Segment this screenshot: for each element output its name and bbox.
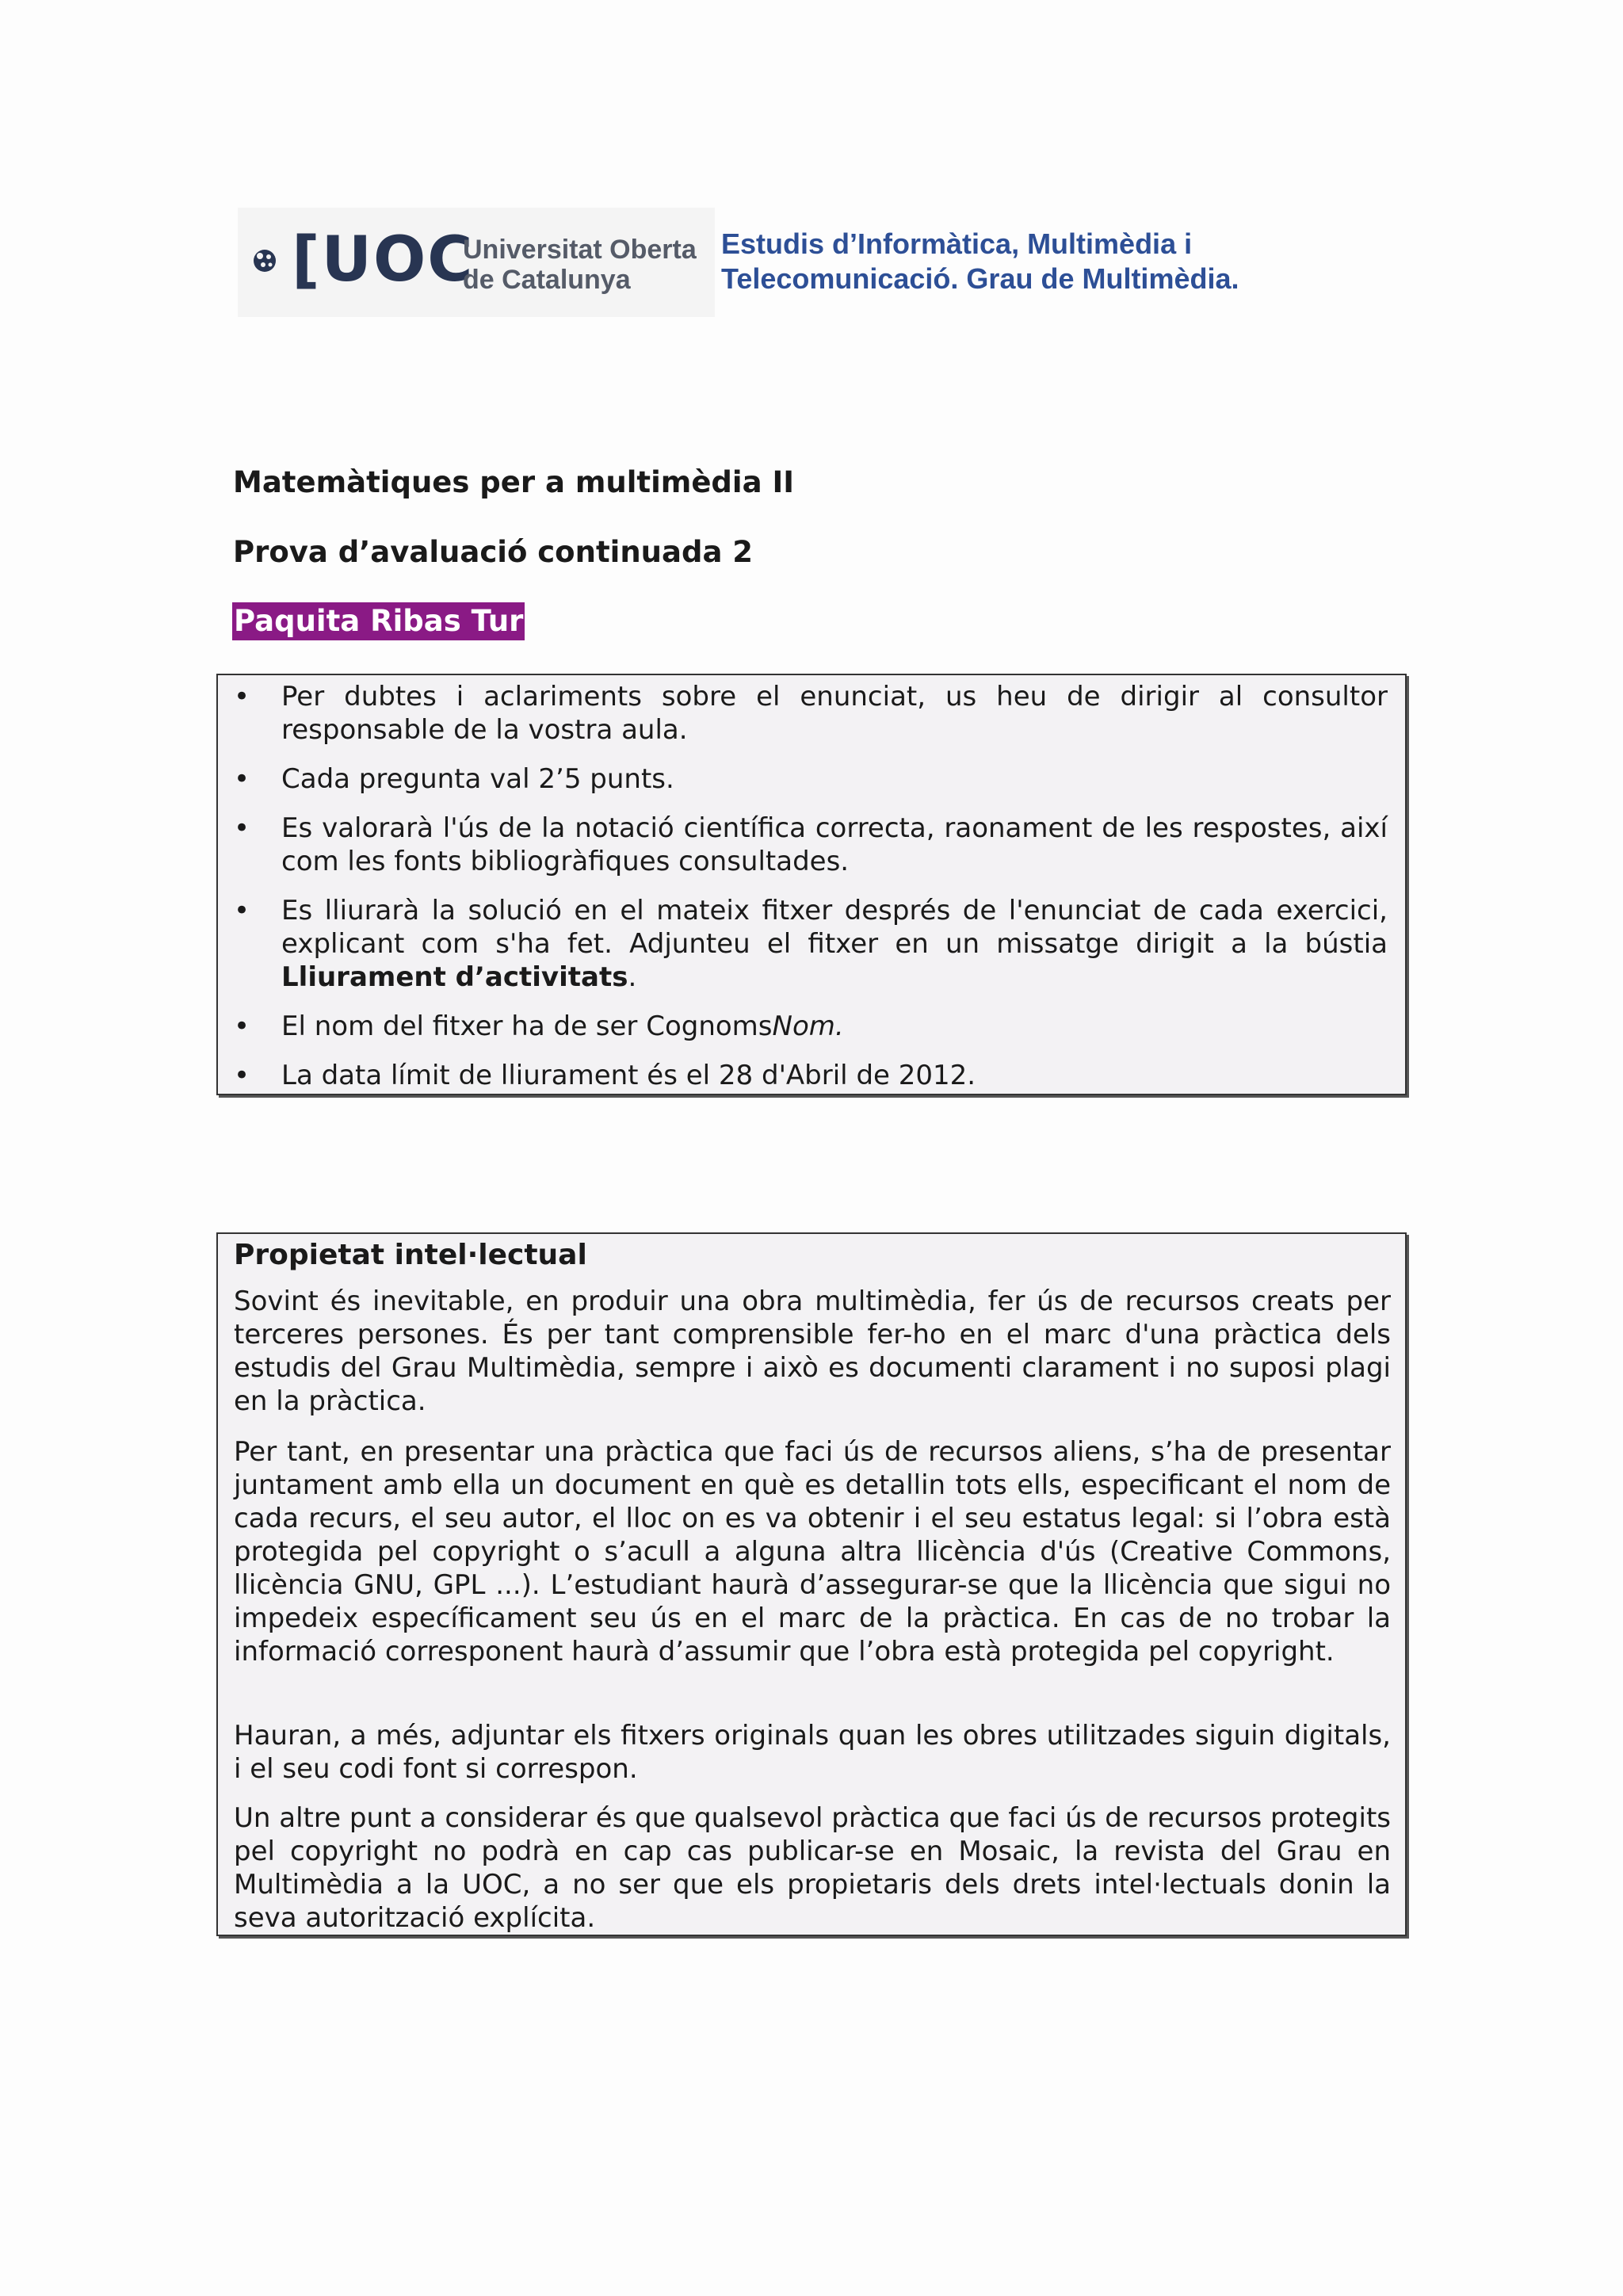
uoc-emblem-icon [244, 237, 292, 285]
list-item [218, 894, 1405, 994]
bullet-icon: • [234, 812, 250, 844]
instruction-text: . [628, 961, 637, 993]
list-item [218, 680, 1405, 747]
intellectual-property-box [216, 1232, 1407, 1936]
filename-part: Nom. [772, 1010, 844, 1042]
uoc-logo-text: [UOC [292, 224, 475, 296]
instruction-text: El nom del fitxer ha de ser Cognoms [281, 1010, 773, 1042]
department-name: Estudis d’Informàtica, Multimèdia i Telecomunicació. Grau de Multimèdia. [721, 227, 1239, 295]
student-name-highlight: Paquita Ribas Tur [232, 602, 525, 640]
page-header [238, 208, 1268, 317]
instructions-box [216, 674, 1407, 1095]
property-paragraph-3: Hauran, a més, adjuntar els fitxers originals quan les obres utilitzades siguin digitals, i el seu codi font si correspon. [234, 1720, 1391, 1785]
property-paragraph-1: Sovint és inevitable, en produir una obra multimèdia, fer ús de recursos creats per terceres persones. És per tant comprensible fer-ho en el marc d'una pràctica dels estudis del Grau Multimèdia, sempre i això es documenti clarament i no suposi plagi en la pràctica. [234, 1286, 1391, 1417]
subject-title: Matemàtiques per a multimèdia II [233, 465, 794, 499]
university-name: Universitat Oberta de Catalunya [463, 235, 697, 295]
property-paragraph-4: Un altre punt a considerar és que qualsevol pràctica que faci ús de recursos protegits pel copyright no podrà en cap cas publicar-se en Mosaic, la revista del Grau en Multimèdia a la UOC, a no ser que els propietaris dels drets intel·lectuals donin la seva autorització explícita. [234, 1802, 1391, 1934]
list-item [218, 762, 1405, 796]
bullet-icon: • [234, 1060, 250, 1091]
list-item [218, 1059, 1405, 1092]
bullet-icon: • [234, 895, 250, 926]
instruction-text: Es valorarà l'ús de la notació científica correcta, raonament de les respostes, així com les fonts bibliogràfiques consultades. [281, 812, 1388, 877]
instruction-text: Per dubtes i aclariments sobre el enunciat, us heu de dirigir al consultor responsable de la vostra aula. [281, 681, 1388, 746]
bullet-icon: • [234, 1010, 250, 1042]
bullet-icon: • [234, 681, 250, 712]
list-item [218, 1010, 1405, 1043]
exam-title: Prova d’avaluació continuada 2 [233, 535, 754, 569]
property-paragraph-2: Per tant, en presentar una pràctica que faci ús de recursos aliens, s’ha de presentar juntament amb ella un document en què es detallin tots ells, especificant el nom de cada recurs, el seu autor, el lloc on es va obtenir i el seu estatus legal: si l’obra està protegida pel copyright o s’acull a alguna altra llicència d'ús (Creative Commons, llicència GNU, GPL ...). L’estudiant haurà d’assegurar-se que la llicència que sigui no impedeix específicament seu ús en el marc de la pràctica. En cas de no trobar la informació corresponent haurà d’assumir que l’obra està protegida pel copyright. [234, 1436, 1391, 1668]
property-title: Propietat intel·lectual [234, 1239, 587, 1271]
instruction-text: Cada pregunta val 2’5 punts. [281, 763, 674, 795]
bullet-icon: • [234, 763, 250, 795]
instruction-text: La data límit de lliurament és el 28 d'Abril de 2012. [281, 1060, 976, 1091]
instruction-text: Es lliurarà la solució en el mateix fitxer després de l'enunciat de cada exercici, explicant com s'ha fet. Adjunteu el fitxer en un missatge dirigit a la bústia [281, 895, 1388, 960]
mailbox-name: Lliurament d’activitats [281, 961, 628, 993]
list-item [218, 812, 1405, 878]
uoc-logo [238, 208, 715, 317]
